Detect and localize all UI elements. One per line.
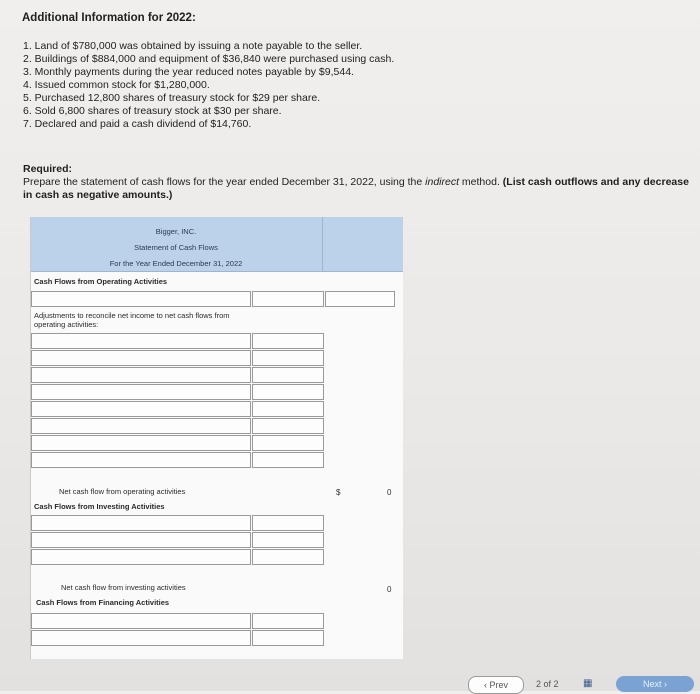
page-indicator: 2 of 2 [536,679,559,689]
net-operating-label: Net cash flow from operating activities [59,487,186,496]
investing-header: Cash Flows from Investing Activities [34,502,165,511]
info-item: 7. Declared and paid a cash dividend of $14,760. [23,118,252,130]
table-row [31,367,403,383]
info-item: 2. Buildings of $884,000 and equipment of $36,840 were purchased using cash. [23,53,395,65]
statement-header [31,217,403,272]
adjustments-label: Adjustments to reconcile net income to net cash flows from operating activities: [34,311,230,329]
operating-header: Cash Flows from Operating Activities [34,277,168,286]
amount-input[interactable] [252,350,324,366]
table-row [31,384,403,400]
description-input[interactable] [31,549,251,565]
amount-input[interactable] [252,435,324,451]
table-row [31,613,403,629]
grid-icon[interactable]: ▦ [583,678,593,689]
info-item: 4. Issued common stock for $1,280,000. [23,79,210,91]
net-investing-value: 0 [387,585,392,594]
table-row [31,350,403,366]
amount-input[interactable] [252,384,324,400]
info-item: 6. Sold 6,800 shares of treasury stock at $30 per share. [23,105,282,117]
description-input[interactable] [31,515,251,531]
financing-header: Cash Flows from Financing Activities [36,598,170,607]
description-input[interactable] [31,333,251,349]
description-input[interactable] [31,291,251,307]
table-row [31,515,403,531]
chevron-right-icon: › [661,679,667,689]
prev-button[interactable] [468,676,524,694]
amount-input[interactable] [252,630,324,646]
description-input[interactable] [31,418,251,434]
required-text-2: method. [459,176,503,188]
description-input[interactable] [31,350,251,366]
description-input[interactable] [31,452,251,468]
statement-period: For the Year Ended December 31, 2022 [109,259,243,268]
table-row [31,333,403,349]
page-heading: Additional Information for 2022: [22,12,196,24]
additional-info-list [23,40,394,131]
table-row [31,532,403,548]
table-row [31,452,403,468]
table-row [31,291,403,307]
chevron-left-icon: ‹ [483,680,490,690]
description-input[interactable] [31,630,251,646]
amount-input[interactable] [252,452,324,468]
description-input[interactable] [31,613,251,629]
amount-input[interactable] [252,418,324,434]
required-method: indirect [425,176,460,188]
amount-input[interactable] [252,613,324,629]
required-note: (List cash outflows and any decrease in cash as negative amounts.) [23,176,689,201]
description-input[interactable] [31,435,251,451]
info-item: 5. Purchased 12,800 shares of treasury stock for $29 per share. [23,92,321,104]
description-input[interactable] [31,384,251,400]
total-input[interactable] [325,291,395,307]
net-investing-label: Net cash flow from investing activities [61,583,186,592]
amount-input[interactable] [252,515,324,531]
cash-flow-statement [30,217,403,659]
amount-input[interactable] [252,532,324,548]
required-text: Prepare the statement of cash flows for the year ended December 31, 2022, using the [23,176,426,188]
amount-input[interactable] [252,549,324,565]
amount-input[interactable] [252,333,324,349]
required-section [23,163,695,202]
amount-input[interactable] [252,401,324,417]
table-row [31,418,403,434]
table-row [31,549,403,565]
table-row [31,401,403,417]
next-button[interactable] [616,676,694,692]
net-operating-value: 0 [387,488,392,497]
table-row [31,630,403,646]
description-input[interactable] [31,401,251,417]
company-name: Bigger, INC. [155,227,197,236]
statement-title: Statement of Cash Flows [134,243,218,252]
header-divider [322,217,323,271]
description-input[interactable] [31,367,251,383]
prev-label: Prev [489,680,508,690]
amount-input[interactable] [252,291,324,307]
description-input[interactable] [31,532,251,548]
amount-input[interactable] [252,367,324,383]
table-row [31,435,403,451]
info-item: 3. Monthly payments during the year reduced notes payable by $9,544. [23,66,354,78]
info-item: 1. Land of $780,000 was obtained by issuing a note payable to the seller. [23,40,363,52]
currency-symbol: $ [336,488,341,497]
required-title: Required: [23,163,73,175]
next-label: Next [642,679,662,689]
